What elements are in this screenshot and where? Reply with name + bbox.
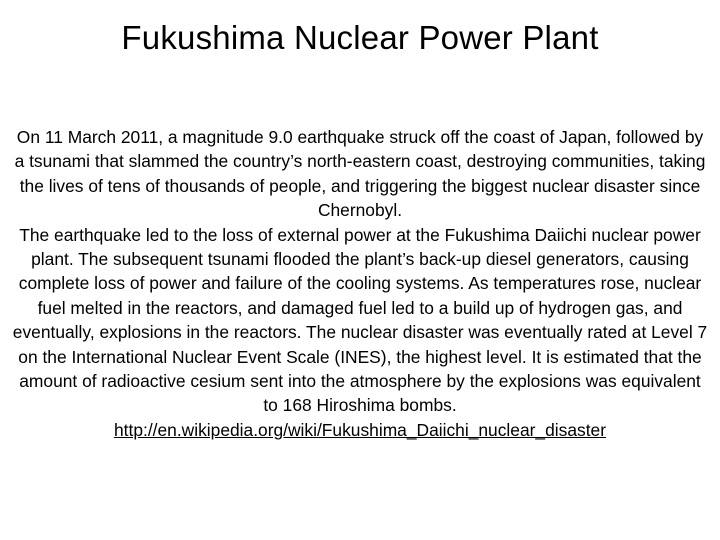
source-link-line bbox=[10, 418, 710, 442]
paragraph-earthquake: On 11 March 2011, a magnitude 9.0 earthquake struck off the coast of Japan, followed by a tsunami that slammed the country’s north-eastern coast, destroying communities, taking the lives of tens of thousands of people, and triggering the biggest nuclear disaster since Chernobyl. bbox=[14, 127, 706, 221]
source-link[interactable]: http://en.wikipedia.org/wiki/Fukushima_Daiichi_nuclear_disaster bbox=[113, 419, 606, 440]
paragraph-plant-disaster: The earthquake led to the loss of external power at the Fukushima Daiichi nuclear power plant. The subsequent tsunami flooded the plant’s back-up diesel generators, causing complete loss of power and failure of the cooling systems. As temperatures rose, nuclear fuel melted in the reactors, and damaged fuel led to a build up of hydrogen gas, and eventually, explosions in the reactors. The nuclear disaster was eventually rated at Level 7 on the International Nuclear Event Scale (INES), the highest level. It is estimated that the amount of radioactive cesium sent into the atmosphere by the explosions was equivalent to 168 Hiroshima bombs. bbox=[12, 224, 708, 416]
slide-body bbox=[10, 125, 710, 442]
slide-title: Fukushima Nuclear Power Plant bbox=[121, 19, 599, 56]
